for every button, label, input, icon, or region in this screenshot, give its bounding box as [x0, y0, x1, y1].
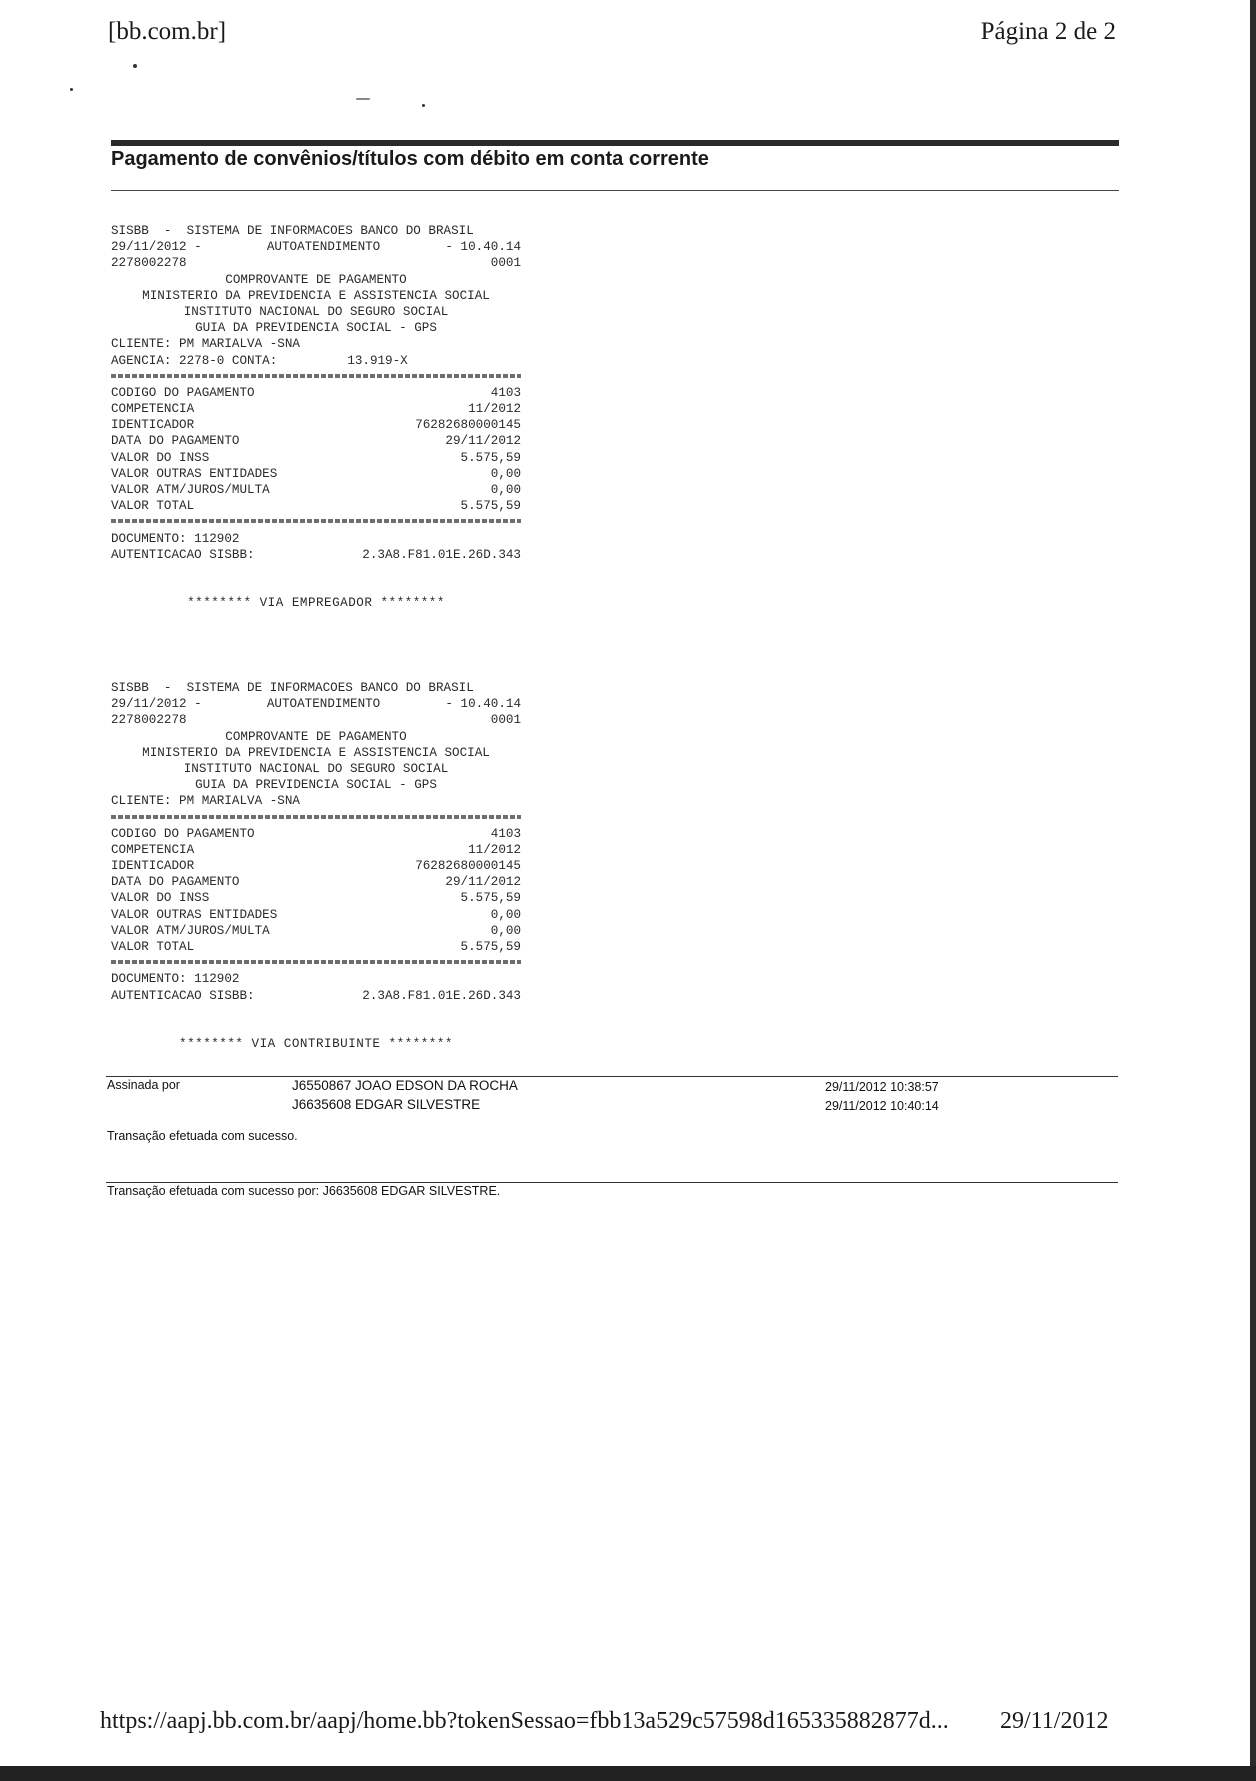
receipt-field-row: [111, 826, 521, 842]
receipt-client: CLIENTE: PM MARIALVA -SNA: [111, 794, 300, 809]
scan-edge: [0, 1766, 1256, 1781]
receipt-field-row: [111, 466, 521, 482]
receipt-field-value: 76282680000145: [415, 859, 521, 874]
receipt-heading: COMPROVANTE DE PAGAMENTO: [225, 729, 407, 744]
receipt-separator: [111, 514, 521, 530]
receipt-field-value: 4103: [490, 385, 521, 400]
receipt-separator: [111, 955, 521, 971]
receipt-agency-line: [111, 353, 521, 369]
receipt-agency: AGENCIA: 2278-0 CONTA:: [111, 353, 278, 368]
title-divider: [111, 190, 1119, 191]
receipt-client: CLIENTE: PM MARIALVA -SNA: [111, 337, 300, 352]
receipt-field-row: [111, 417, 521, 433]
receipt-guide: GUIA DA PREVIDENCIA SOCIAL - GPS: [195, 321, 437, 336]
receipt-field-label: COMPETENCIA: [111, 402, 195, 417]
scan-speck: [133, 64, 137, 68]
header-site: [bb.com.br]: [108, 18, 227, 45]
receipt-auth-line: [111, 988, 521, 1004]
receipt-field-row: [111, 858, 521, 874]
receipt-contributor: [111, 680, 521, 1052]
receipt-via: ******** VIA EMPREGADOR ********: [187, 595, 445, 610]
receipt-heading: COMPROVANTE DE PAGAMENTO: [225, 272, 407, 287]
receipt-guide: GUIA DA PREVIDENCIA SOCIAL - GPS: [195, 778, 437, 793]
signed-by-label: Assinada por: [107, 1078, 180, 1092]
footer-date: 29/11/2012: [1000, 1708, 1109, 1734]
page-title: Pagamento de convênios/títulos com débito em conta corrente: [111, 148, 709, 170]
receipt-mode: AUTOATENDIMENTO: [266, 697, 381, 712]
receipt-mode: AUTOATENDIMENTO: [266, 240, 381, 255]
receipt-field-row: [111, 890, 521, 906]
receipt-time: - 10.40.14: [445, 697, 521, 712]
receipt-field-value: 29/11/2012: [445, 875, 521, 890]
receipt-field-value: 5.575,59: [460, 891, 521, 906]
receipt-field-value: 4103: [490, 826, 521, 841]
receipt-via: ******** VIA CONTRIBUINTE ********: [179, 1036, 453, 1051]
receipt-date: 29/11/2012 -: [111, 240, 202, 255]
receipt-date-line: [111, 696, 521, 712]
receipt-field-value: 5.575,59: [460, 940, 521, 954]
receipt-field-label: CODIGO DO PAGAMENTO: [111, 385, 255, 400]
signature-divider: [106, 1076, 1118, 1077]
receipt-field-row: [111, 450, 521, 466]
signer-name: J6550867 JOAO EDSON DA ROCHA: [292, 1078, 518, 1093]
receipt-date: 29/11/2012 -: [111, 697, 202, 712]
receipt-field-row: [111, 923, 521, 939]
receipt-institute: INSTITUTO NACIONAL DO SEGURO SOCIAL: [183, 761, 449, 776]
receipt-auth-value: 2.3A8.F81.01E.26D.343: [362, 988, 521, 1003]
scan-speck: [356, 98, 370, 100]
receipt-field-label: IDENTICADOR: [111, 859, 195, 874]
receipt-system-line: SISBB - SISTEMA DE INFORMACOES BANCO DO BRASIL: [111, 224, 474, 238]
receipt-field-label: VALOR ATM/JUROS/MULTA: [111, 483, 270, 497]
receipt-ministry: MINISTERIO DA PREVIDENCIA E ASSISTENCIA SOCIAL: [142, 288, 490, 303]
receipt-field-value: 0,00: [490, 907, 521, 922]
receipt-separator: [111, 810, 521, 826]
receipt-field-label: VALOR TOTAL: [111, 940, 195, 954]
header-page-number: Página 2 de 2: [980, 18, 1116, 45]
title-bar: [111, 140, 1119, 146]
receipt-document: DOCUMENTO: 112902: [111, 972, 240, 987]
receipt-sequence: 0001: [490, 256, 521, 271]
receipt-field-value: 29/11/2012: [445, 434, 521, 449]
status-divider: [106, 1182, 1118, 1183]
receipt-employer: [111, 223, 521, 611]
footer-url: https://aapj.bb.com.br/aapj/home.bb?tokenSessao=fbb13a529c57598d165335882877d...: [100, 1708, 949, 1734]
receipt-terminal-line: [111, 712, 521, 728]
receipt-field-label: VALOR ATM/JUROS/MULTA: [111, 923, 270, 938]
receipt-terminal: 2278002278: [111, 256, 187, 271]
receipt-field-row: [111, 842, 521, 858]
transaction-status-by: Transação efetuada com sucesso por: J6635608 EDGAR SILVESTRE.: [107, 1184, 501, 1198]
scan-speck: [422, 104, 425, 107]
signer-datetime: 29/11/2012 10:38:57: [825, 1080, 939, 1094]
receipt-auth-line: [111, 547, 521, 563]
receipt-field-row: [111, 874, 521, 890]
receipt-field-value: 11/2012: [468, 842, 521, 857]
receipt-field-value: 0,00: [490, 923, 521, 938]
receipt-field-label: VALOR OUTRAS ENTIDADES: [111, 466, 278, 481]
receipt-separator: [111, 369, 521, 385]
receipt-auth-label: AUTENTICACAO SISBB:: [111, 988, 255, 1003]
receipt-field-label: DATA DO PAGAMENTO: [111, 434, 240, 449]
receipt-field-row: [111, 939, 521, 955]
scan-speck: [70, 88, 73, 91]
receipt-account: 13.919-X: [347, 353, 408, 368]
transaction-status: Transação efetuada com sucesso.: [107, 1129, 298, 1143]
receipt-field-label: CODIGO DO PAGAMENTO: [111, 826, 255, 841]
receipt-date-line: [111, 239, 521, 255]
receipt-terminal: 2278002278: [111, 713, 187, 728]
receipt-auth-value: 2.3A8.F81.01E.26D.343: [362, 547, 521, 562]
receipt-auth-label: AUTENTICACAO SISBB:: [111, 547, 255, 562]
receipt-field-row: [111, 498, 521, 514]
receipt-field-value: 5.575,59: [460, 450, 521, 465]
receipt-sequence: 0001: [490, 713, 521, 728]
receipt-field-value: 0,00: [490, 483, 521, 497]
receipt-field-value: 76282680000145: [415, 418, 521, 433]
receipt-field-value: 11/2012: [468, 402, 521, 417]
receipt-institute: INSTITUTO NACIONAL DO SEGURO SOCIAL: [183, 304, 449, 319]
receipt-field-value: 0,00: [490, 466, 521, 481]
receipt-field-row: [111, 433, 521, 449]
signer-datetime: 29/11/2012 10:40:14: [825, 1099, 939, 1113]
receipt-system-line: SISBB - SISTEMA DE INFORMACOES BANCO DO BRASIL: [111, 681, 474, 695]
receipt-field-row: [111, 401, 521, 417]
receipt-field-label: VALOR DO INSS: [111, 450, 210, 465]
receipt-time: - 10.40.14: [445, 240, 521, 255]
receipt-field-label: VALOR OUTRAS ENTIDADES: [111, 907, 278, 922]
receipt-document: DOCUMENTO: 112902: [111, 531, 240, 546]
signer-name: J6635608 EDGAR SILVESTRE: [292, 1097, 481, 1112]
receipt-ministry: MINISTERIO DA PREVIDENCIA E ASSISTENCIA SOCIAL: [142, 745, 490, 760]
receipt-field-label: DATA DO PAGAMENTO: [111, 875, 240, 890]
receipt-field-label: COMPETENCIA: [111, 842, 195, 857]
receipt-field-label: VALOR TOTAL: [111, 499, 195, 514]
receipt-terminal-line: [111, 255, 521, 271]
receipt-field-row: [111, 482, 521, 498]
receipt-field-row: [111, 385, 521, 401]
receipt-field-label: IDENTICADOR: [111, 418, 195, 433]
receipt-field-row: [111, 907, 521, 923]
receipt-field-label: VALOR DO INSS: [111, 891, 210, 906]
receipt-field-value: 5.575,59: [460, 499, 521, 514]
